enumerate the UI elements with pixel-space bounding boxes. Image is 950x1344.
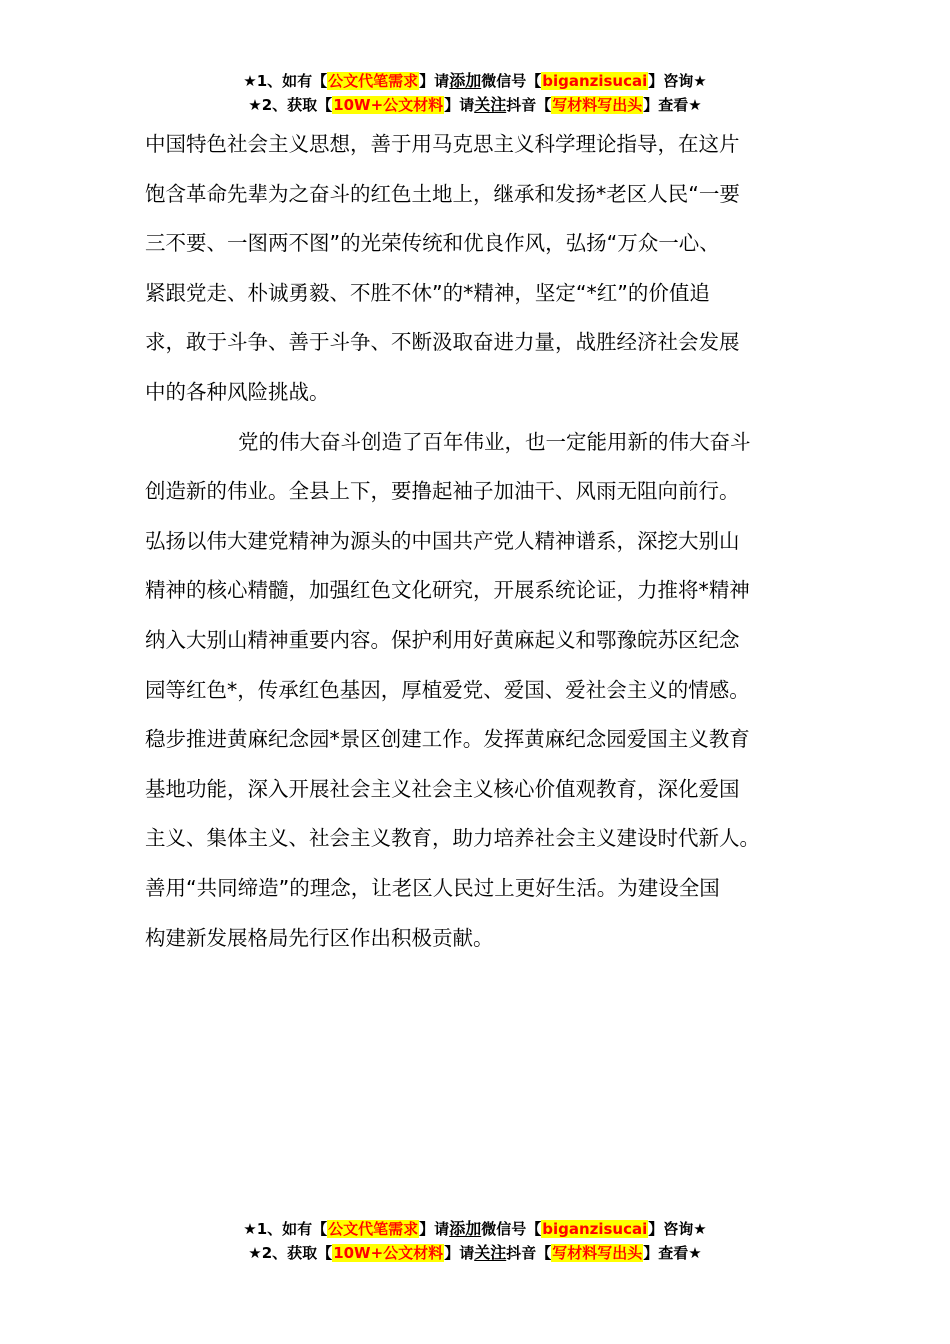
banner-line-2: [0, 93, 950, 117]
highlight-wechat-id: biganzisucai: [542, 72, 648, 90]
banner-text: ★2、获取【: [248, 1244, 333, 1262]
document-body: [145, 120, 825, 963]
text-line: 纳入大别山精神重要内容。保护利用好黄麻起义和鄂豫皖苏区纪念: [145, 627, 740, 652]
text-line: 创造新的伟业。全县上下，要撸起袖子加油干、风雨无阻向前行。: [145, 479, 740, 504]
banner-text: ★1、如有【: [243, 1220, 328, 1238]
banner-text: 】请: [419, 1220, 450, 1238]
banner-line-2: [0, 1241, 950, 1265]
text-line: 中的各种风险挑战。: [145, 379, 330, 404]
text-line: 基地功能，深入开展社会主义社会主义核心价值观教育，深化爱国: [145, 776, 740, 801]
banner-text: 抖音【: [506, 1244, 552, 1262]
banner-text: 】查看★: [643, 1244, 702, 1262]
text-line: 稳步推进黄麻纪念园*景区创建工作。发挥黄麻纪念园爱国主义教育: [145, 727, 750, 752]
banner-text: 微信号【: [481, 72, 542, 90]
highlight-materials: 10W+公文材料: [333, 1244, 444, 1262]
text-line: 中国特色社会主义思想，善于用马克思主义科学理论指导，在这片: [145, 132, 740, 156]
banner-text: 】请: [419, 72, 450, 90]
underlined-add: 添加: [449, 1219, 482, 1238]
header-banner: [0, 69, 950, 117]
underlined-follow: 关注: [474, 95, 507, 114]
highlight-douyin-account: 写材料写出头: [552, 96, 643, 114]
text-line: 善用“共同缔造”的理念，让老区人民过上更好生活。为建设全国: [145, 875, 720, 900]
text-line: 构建新发展格局先行区作出积极贡献。: [145, 925, 494, 950]
banner-text: ★1、如有【: [243, 72, 328, 90]
text-line: 主义、集体主义、社会主义教育，助力培养社会主义建设时代新人。: [145, 826, 760, 851]
text-line: 党的伟大奋斗创造了百年伟业，也一定能用新的伟大奋斗: [238, 429, 751, 454]
highlight-service: 公文代笔需求: [328, 72, 419, 90]
text-line: 三不要、一图两不图”的光荣传统和优良作风，弘扬“万众一心、: [145, 231, 720, 256]
paragraph-2: [145, 418, 825, 964]
banner-text: 】请: [444, 1244, 475, 1262]
highlight-douyin-account: 写材料写出头: [552, 1244, 643, 1262]
text-line: 饱含革命先辈为之奋斗的红色土地上，继承和发扬*老区人民“一要: [145, 181, 740, 206]
banner-text: ★2、获取【: [248, 96, 333, 114]
highlight-materials: 10W+公文材料: [333, 96, 444, 114]
text-line: 园等红色*，传承红色基因，厚植爱党、爱国、爱社会主义的情感。: [145, 677, 750, 702]
text-line: 弘扬以伟大建党精神为源头的中国共产党人精神谱系，深挖大别山: [145, 528, 740, 553]
banner-text: 微信号【: [481, 1220, 542, 1238]
banner-text: 】咨询★: [648, 72, 707, 90]
highlight-service: 公文代笔需求: [328, 1220, 419, 1238]
text-line: 求，敢于斗争、善于斗争、不断汲取奋进力量，战胜经济社会发展: [145, 330, 740, 355]
banner-text: 抖音【: [506, 96, 552, 114]
text-line: 紧跟党走、朴诚勇毅、不胜不休”的*精神，坚定“*红”的价值追: [145, 280, 710, 305]
paragraph-1: [145, 120, 825, 418]
text-line: 精神的核心精髓，加强红色文化研究，开展系统论证，力推将*精神: [145, 578, 750, 603]
banner-text: 】查看★: [643, 96, 702, 114]
underlined-add: 添加: [449, 71, 482, 90]
banner-text: 】咨询★: [648, 1220, 707, 1238]
banner-line-1: [0, 1217, 950, 1241]
footer-banner: [0, 1217, 950, 1265]
highlight-wechat-id: biganzisucai: [542, 1220, 648, 1238]
banner-text: 】请: [444, 96, 475, 114]
underlined-follow: 关注: [474, 1243, 507, 1262]
banner-line-1: [0, 69, 950, 93]
